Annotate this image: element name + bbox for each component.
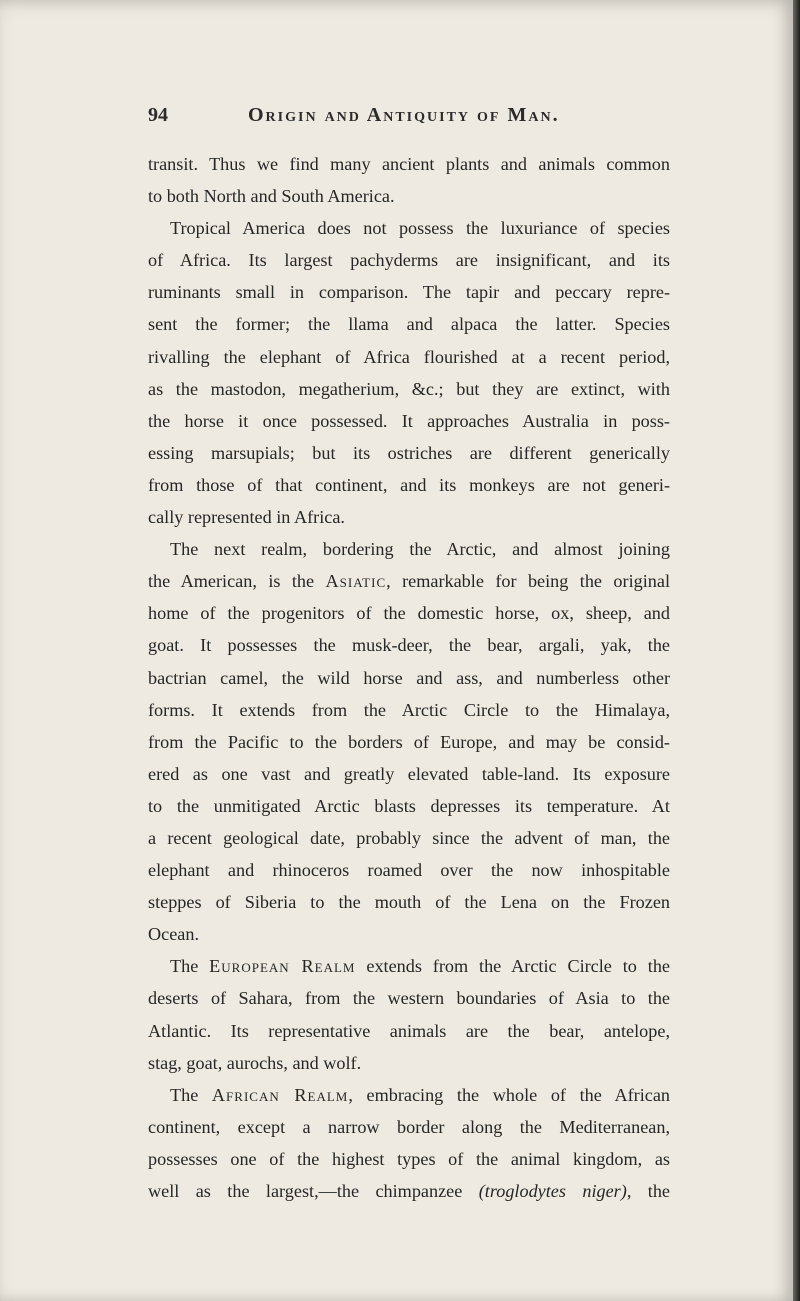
text-segment: to the unmitigated Arctic blasts depresses its temperature. At [148, 795, 670, 816]
text-line [148, 244, 670, 276]
text-line [148, 148, 670, 180]
text-segment: a recent geological date, probably since the advent of man, the [148, 827, 670, 848]
text-line [148, 1175, 670, 1207]
text-segment: deserts of Sahara, from the western boundaries of Asia to the [148, 988, 670, 1009]
text-segment: to both North and South America. [148, 186, 395, 207]
text-segment: elephant and rhinoceros roamed over the now inhospitable [148, 860, 670, 881]
text-line [148, 629, 670, 661]
species-name: (troglodytes niger) [478, 1181, 627, 1201]
text-segment: continent, except a narrow border along the Mediterranean, [148, 1116, 670, 1137]
text-segment: possesses one of the highest types of the animal kingdom, as [148, 1148, 670, 1169]
text-line [148, 308, 670, 340]
text-segment: Tropical America does not possess the luxuriance of species [170, 218, 670, 239]
text-line [148, 212, 670, 244]
text-line [148, 405, 670, 437]
text-segment: well as the largest,—the chimpanzee [148, 1181, 479, 1201]
text-segment: goat. It possesses the musk-deer, the bear, argali, yak, the [148, 635, 670, 656]
text-line [148, 854, 670, 886]
text-segment: extends from the Arctic Circle to the [355, 956, 670, 977]
text-line [148, 597, 670, 629]
text-line [148, 1111, 670, 1143]
text-line [148, 822, 670, 854]
text-line [148, 341, 670, 373]
text-line [148, 1079, 670, 1111]
text-segment: transit. Thus we find many ancient plants and animals common [148, 154, 670, 174]
text-segment: steppes of Siberia to the mouth of the Lena on the Frozen [148, 892, 670, 913]
text-segment: sent the former; the llama and alpaca the latter. Species [148, 314, 670, 335]
text-line [148, 886, 670, 918]
text-line [148, 1047, 670, 1079]
text-segment: ruminants small in comparison. The tapir and peccary repre- [148, 282, 670, 303]
text-line [148, 180, 670, 212]
text-line [148, 758, 670, 790]
text-line [148, 982, 670, 1014]
text-segment: Ocean. [148, 924, 199, 945]
text-line [148, 276, 670, 308]
page-edge-shadow [793, 0, 800, 1301]
text-segment: The [170, 956, 210, 977]
text-line [148, 501, 670, 533]
text-line [148, 469, 670, 501]
realm-name: Asiatic [325, 571, 387, 592]
text-segment: , the [626, 1181, 670, 1201]
text-line [148, 1143, 670, 1175]
text-segment: , remarkable for being the original [386, 571, 670, 592]
text-line [148, 437, 670, 469]
text-segment: stag, goat, aurochs, and wolf. [148, 1052, 362, 1073]
page-number: 94 [148, 104, 168, 126]
text-segment: home of the progenitors of the domestic horse, ox, sheep, and [148, 603, 670, 624]
text-line [148, 533, 670, 565]
text-segment: essing marsupials; but its ostriches are different generically [148, 442, 670, 463]
realm-name: African Realm [211, 1084, 349, 1105]
text-line [148, 565, 670, 597]
text-line [148, 790, 670, 822]
text-segment: The [170, 1084, 212, 1105]
text-segment: rivalling the elephant of Africa flourished at a recent period, [148, 346, 670, 367]
text-segment: the horse it once possessed. It approaches Australia in poss- [148, 410, 670, 431]
text-segment: from those of that continent, and its monkeys are not generi- [148, 474, 670, 495]
body-text [148, 148, 670, 1207]
text-segment: cally represented in Africa. [148, 507, 345, 528]
text-segment: of Africa. Its largest pachyderms are insignificant, and its [148, 250, 670, 271]
text-line [148, 662, 670, 694]
text-line [148, 694, 670, 726]
text-segment: ered as one vast and greatly elevated table-land. Its exposure [148, 763, 670, 784]
text-line [148, 726, 670, 758]
text-segment: The next realm, bordering the Arctic, and almost joining [170, 539, 670, 560]
text-line [148, 950, 670, 982]
text-segment: from the Pacific to the borders of Europe, and may be consid- [148, 731, 670, 752]
text-line [148, 1015, 670, 1047]
text-segment: , embracing the whole of the African [348, 1084, 670, 1105]
running-head: Origin and Antiquity of Man. [248, 104, 560, 126]
page-header [148, 104, 718, 136]
realm-name: European Realm [209, 956, 356, 977]
text-segment: the American, is the [148, 571, 326, 592]
text-segment: as the mastodon, megatherium, &c.; but they are extinct, with [148, 378, 670, 399]
text-segment: Atlantic. Its representative animals are the bear, antelope, [148, 1020, 670, 1041]
text-line [148, 918, 670, 950]
text-segment: bactrian camel, the wild horse and ass, and numberless other [148, 667, 670, 688]
text-segment: forms. It extends from the Arctic Circle to the Himalaya, [148, 699, 670, 720]
text-line [148, 373, 670, 405]
